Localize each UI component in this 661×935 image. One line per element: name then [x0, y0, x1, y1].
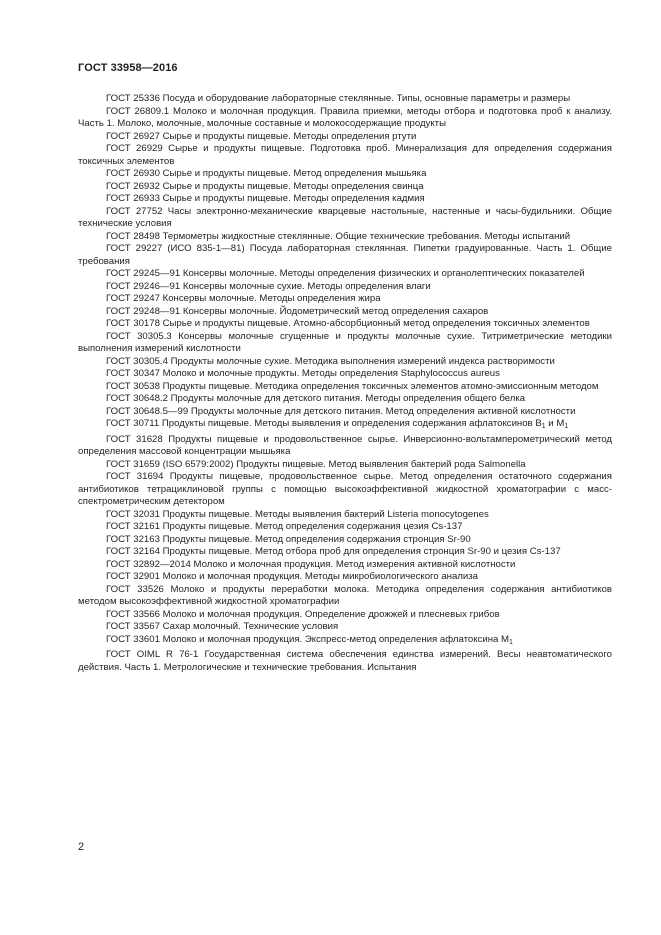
- reference-item: [78, 571, 612, 584]
- reference-title: Продукты пищевые и продовольственное сырье. Инверсионно-вольтамперометрический метод определения массовой концентрации мышьяка: [78, 433, 613, 457]
- reference-code: ГОСТ 30711: [106, 418, 160, 429]
- subscript: 1: [564, 423, 569, 430]
- reference-item: [78, 93, 612, 106]
- reference-title: Сырье и продукты пищевые. Методы определения свинца: [162, 180, 424, 192]
- reference-code: ГОСТ 32892—2014: [106, 558, 191, 570]
- reference-item: [78, 106, 612, 131]
- reference-item: [78, 649, 612, 674]
- reference-code: ГОСТ 29246—91: [106, 280, 181, 292]
- reference-title: Консервы молочные. Методы определения физических и органолептических показателей: [182, 268, 585, 279]
- reference-code: ГОСТ 30305.4: [106, 355, 168, 367]
- reference-code: ГОСТ 33567: [106, 621, 160, 632]
- reference-code: ГОСТ 33566: [106, 608, 160, 620]
- reference-title: Сырье и продукты пищевые. Подготовка проб. Минерализация для определения содержания токсичных элементов: [78, 143, 612, 167]
- reference-item: [78, 621, 612, 634]
- reference-code: ГОСТ 32163: [106, 533, 160, 545]
- reference-title: Государственная система обеспечения единства измерений. Весы неавтоматического действия. Часть 1. Метрологические и технические требования. Испытания: [78, 649, 612, 673]
- reference-title: Термометры жидкостные стеклянные. Общие технические требования. Методы испытаний: [162, 230, 571, 242]
- reference-item: [78, 318, 612, 331]
- reference-title: Сырье и продукты пищевые. Метод определения мышьяка: [162, 168, 427, 179]
- reference-title: Консервы молочные сухие. Методы определения влаги: [182, 280, 431, 292]
- reference-item: [78, 534, 612, 547]
- reference-code: ГОСТ 26932: [106, 180, 160, 192]
- reference-title: Продукты пищевые. Методы выявления бактерий Listeria monocytogenes: [162, 508, 489, 520]
- reference-item: [78, 131, 612, 144]
- reference-item: [78, 471, 612, 509]
- reference-title: Сырье и продукты пищевые. Атомно-абсорбционный метод определения токсичных элементов: [162, 318, 590, 329]
- subscript: 1: [541, 423, 546, 430]
- reference-code: ГОСТ 30648.5—99: [106, 405, 189, 417]
- reference-item: [78, 368, 612, 381]
- reference-title: Сырье и продукты пищевые. Методы определения ртути: [162, 130, 417, 142]
- reference-code: ГОСТ 26927: [106, 130, 160, 142]
- reference-title: Продукты пищевые, продовольственное сырье. Метод определения остаточного содержания антибиотиков тетрациклиновой группы с помощью высокоэффективной жидкостной хроматографии с масс-спектрометрическим детектором: [78, 471, 612, 507]
- reference-code: ГОСТ 31694: [106, 471, 164, 482]
- reference-title: Консервы молочные. Йодометрический метод определения сахаров: [182, 305, 489, 317]
- reference-code: ГОСТ 28498: [106, 230, 160, 242]
- subscript: 1: [509, 638, 513, 646]
- reference-title: Сырье и продукты пищевые. Методы определения кадмия: [162, 193, 425, 204]
- reference-code: ГОСТ 30347: [106, 368, 160, 379]
- reference-code: ГОСТ 30538: [106, 380, 160, 392]
- reference-title: Молоко и молочные продукты. Методы определения Staphylococcus aureus: [162, 368, 500, 379]
- reference-code: ГОСТ 32161: [106, 521, 160, 532]
- reference-item: [78, 459, 612, 472]
- reference-item: [78, 381, 612, 394]
- reference-title: Молоко и молочная продукция. Экспресс-метод определения афлатоксина M: [162, 633, 509, 645]
- reference-code: ГОСТ 30648.2: [106, 393, 168, 404]
- reference-code: ГОСТ 32031: [106, 508, 160, 520]
- reference-item: [78, 181, 612, 194]
- reference-title: Продукты пищевые. Метод определения содержания стронция Sr-90: [162, 533, 471, 545]
- reference-title: Молоко и молочная продукция. Определение дрожжей и плесневых грибов: [162, 608, 500, 620]
- reference-item: [78, 634, 612, 650]
- reference-item: [78, 393, 612, 406]
- reference-title: Продукты молочные для детского питания. Метод определения активной кислотности: [190, 405, 576, 417]
- reference-item: [78, 406, 612, 419]
- reference-title: Часы электронно-механические кварцевые настольные, настенные и часы-будильники. Общие технические условия: [78, 205, 613, 229]
- reference-title-cont: и M: [545, 418, 565, 429]
- reference-code: ГОСТ 26809.1: [106, 105, 170, 117]
- reference-item: [78, 584, 612, 609]
- reference-code: ГОСТ 30178: [106, 318, 160, 329]
- reference-item: [78, 418, 612, 434]
- reference-title: Посуда лабораторная стеклянная. Пипетки градуированные. Часть 1. Общие требования: [78, 243, 613, 267]
- reference-code: ГОСТ 26929: [106, 143, 163, 154]
- reference-item: [78, 281, 612, 294]
- reference-code: ГОСТ 31659 (ISO 6579:2002): [106, 458, 234, 470]
- reference-code: ГОСТ OIML R 76-1: [106, 649, 199, 660]
- reference-title: Молоко и продукты переработки молока. Методика определения содержания антибиотиков методом высокоэффективной жидкостной хроматографии: [78, 583, 613, 607]
- reference-title: Продукты молочные для детского питания. Методы определения общего белка: [170, 393, 526, 404]
- reference-item: [78, 521, 612, 534]
- reference-title: Продукты пищевые. Метод отбора проб для определения стронция Sr-90 и цезия Cs-137: [162, 546, 561, 557]
- reference-item: [78, 434, 612, 459]
- reference-title: Консервы молочные сгущенные и продукты молочные сухие. Титриметрические методики выполнения измерений кислотности: [78, 330, 612, 354]
- reference-title: Продукты молочные сухие. Методика выполнения измерений индекса растворимости: [170, 355, 555, 367]
- reference-code: ГОСТ 31628: [106, 433, 163, 445]
- reference-title: Продукты пищевые. Метод выявления бактерий рода Salmonella: [236, 458, 526, 470]
- reference-title: Продукты пищевые. Методы выявления и определения содержания афлатоксинов B: [161, 418, 542, 429]
- normative-references-list: [78, 93, 612, 674]
- page-number: 2: [78, 841, 85, 853]
- reference-item: [78, 206, 612, 231]
- reference-title: Молоко и молочная продукция. Метод измерения активной кислотности: [193, 558, 516, 570]
- reference-code: ГОСТ 32901: [106, 571, 160, 582]
- reference-item: [78, 306, 612, 319]
- reference-code: ГОСТ 29248—91: [106, 305, 181, 317]
- reference-item: [78, 609, 612, 622]
- reference-code: ГОСТ 29227 (ИСО 835-1—81): [106, 243, 245, 254]
- reference-item: [78, 331, 612, 356]
- reference-item: [78, 231, 612, 244]
- reference-item: [78, 293, 612, 306]
- reference-title: Посуда и оборудование лабораторные стеклянные. Типы, основные параметры и размеры: [162, 93, 571, 104]
- reference-title: Продукты пищевые. Метод определения содержания цезия Cs-137: [162, 521, 463, 532]
- reference-title: Консервы молочные. Методы определения жира: [162, 293, 381, 304]
- reference-code: ГОСТ 29247: [106, 293, 160, 304]
- reference-item: [78, 168, 612, 181]
- reference-item: [78, 546, 612, 559]
- document-header: ГОСТ 33958—2016: [78, 62, 178, 74]
- reference-code: ГОСТ 33526: [106, 583, 164, 595]
- reference-item: [78, 143, 612, 168]
- reference-code: ГОСТ 30305.3: [106, 330, 172, 342]
- reference-title: Продукты пищевые. Методика определения токсичных элементов атомно-эмиссионным методом: [162, 380, 599, 392]
- reference-title: Молоко и молочная продукция. Методы микробиологического анализа: [162, 571, 478, 582]
- reference-code: ГОСТ 25336: [106, 93, 160, 104]
- reference-title: Молоко и молочная продукция. Правила приемки, методы отбора и подготовка проб к анализу. Часть 1. Молоко, молочные, молочные составные и молокосодержащие продукты: [78, 105, 612, 129]
- reference-item: [78, 559, 612, 572]
- reference-code: ГОСТ 33601: [106, 633, 160, 645]
- reference-code: ГОСТ 29245—91: [106, 268, 181, 279]
- reference-item: [78, 193, 612, 206]
- reference-item: [78, 243, 612, 268]
- reference-item: [78, 268, 612, 281]
- reference-code: ГОСТ 26933: [106, 193, 160, 204]
- reference-item: [78, 356, 612, 369]
- reference-code: ГОСТ 32164: [106, 546, 160, 557]
- reference-code: ГОСТ 27752: [106, 205, 163, 217]
- reference-title: Сахар молочный. Технические условия: [162, 621, 339, 632]
- reference-item: [78, 509, 612, 522]
- reference-code: ГОСТ 26930: [106, 168, 160, 179]
